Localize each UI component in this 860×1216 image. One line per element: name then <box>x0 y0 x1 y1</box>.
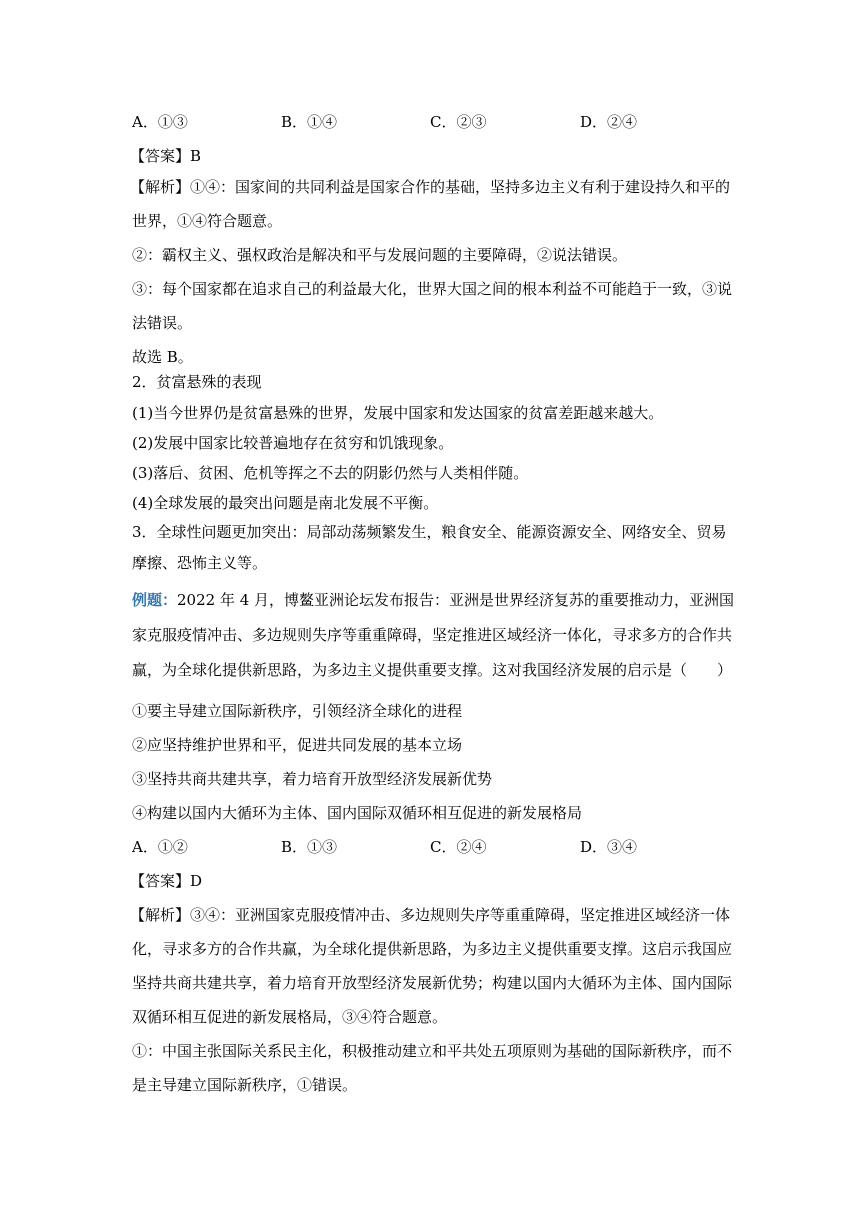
example-answer: 【答案】D <box>130 872 203 890</box>
analysis-line: 【解析】①④：国家间的共同利益是国家合作的基础，坚持多边主义有利于建设持久和平的 <box>130 178 731 196</box>
example-option-d: D．③④ <box>580 838 638 856</box>
section-2-item: (4)全球发展的最突出问题是南北发展不平衡。 <box>132 494 439 512</box>
analysis-line: 【解析】③④：亚洲国家克服疫情冲击、多边规则失序等重重障碍，坚定推进区域经济一体 <box>130 906 731 924</box>
example-stem-line: 赢，为全球化提供新思路，为多边主义提供重要支撑。这对我国经济发展的启示是（ ） <box>132 661 733 679</box>
example-statement: ②应坚持维护世界和平，促进共同发展的基本立场 <box>132 736 463 754</box>
section-2-item: (1)当今世界仍是贫富悬殊的世界，发展中国家和发达国家的贫富差距越来越大。 <box>132 404 664 422</box>
analysis-line: 化，寻求多方的合作共赢，为全球化提供新思路，为多边主义提供重要支撑。这启示我国应 <box>132 940 733 958</box>
example-label: 例题： <box>132 591 178 609</box>
example-stem-line: 家克服疫情冲击、多边规则失序等重重障碍，坚定推进区域经济一体化，寻求多方的合作共 <box>132 626 733 644</box>
analysis-line: ①：中国主张国际关系民主化，积极推动建立和平共处五项原则为基础的国际新秩序，而不 <box>132 1042 733 1060</box>
section-3-line: 摩擦、恐怖主义等。 <box>132 554 268 572</box>
analysis-line: 法错误。 <box>132 314 193 332</box>
example-statement: ①要主导建立国际新秩序，引领经济全球化的进程 <box>132 702 463 720</box>
q1-option-a: A．①③ <box>132 113 188 131</box>
section-2-title: 2．贫富悬殊的表现 <box>132 373 262 391</box>
analysis-line: 故选 B。 <box>132 348 193 366</box>
example-statement: ③坚持共商共建共享，着力培育开放型经济发展新优势 <box>132 770 493 788</box>
analysis-line: 是主导建立国际新秩序，①错误。 <box>132 1076 358 1094</box>
q1-option-c: C．②③ <box>430 113 487 131</box>
example-option-c: C．②④ <box>430 838 487 856</box>
example-option-a: A．①② <box>132 838 188 856</box>
analysis-line: ③：每个国家都在追求自己的利益最大化，世界大国之间的根本利益不可能趋于一致，③说 <box>132 280 733 298</box>
analysis-line: 世界，①④符合题意。 <box>132 212 283 230</box>
section-3-line: 3．全球性问题更加突出：局部动荡频繁发生，粮食安全、能源资源安全、网络安全、贸易 <box>132 523 727 541</box>
q1-option-d: D．②④ <box>580 113 638 131</box>
example-first-line <box>132 590 734 610</box>
section-2-item: (3)落后、贫困、危机等挥之不去的阴影仍然与人类相伴随。 <box>132 464 529 482</box>
analysis-line: 坚持共商共建共享，着力培育开放型经济发展新优势；构建以国内大循环为主体、国内国际 <box>132 974 733 992</box>
q1-answer: 【答案】B <box>130 147 202 165</box>
example-option-b: B．①③ <box>281 838 338 856</box>
analysis-line: 双循环相互促进的新发展格局，③④符合题意。 <box>132 1008 448 1026</box>
section-2-item: (2)发展中国家比较普遍地存在贫穷和饥饿现象。 <box>132 434 454 452</box>
q1-option-b: B．①④ <box>281 113 338 131</box>
example-statement: ④构建以国内大循环为主体、国内国际双循环相互促进的新发展格局 <box>132 804 583 822</box>
example-stem-line: 2022 年 4 月，博鳌亚洲论坛发布报告：亚洲是世界经济复苏的重要推动力，亚洲国 <box>177 591 735 609</box>
analysis-line: ②：霸权主义、强权政治是解决和平与发展问题的主要障碍，②说法错误。 <box>132 246 628 264</box>
